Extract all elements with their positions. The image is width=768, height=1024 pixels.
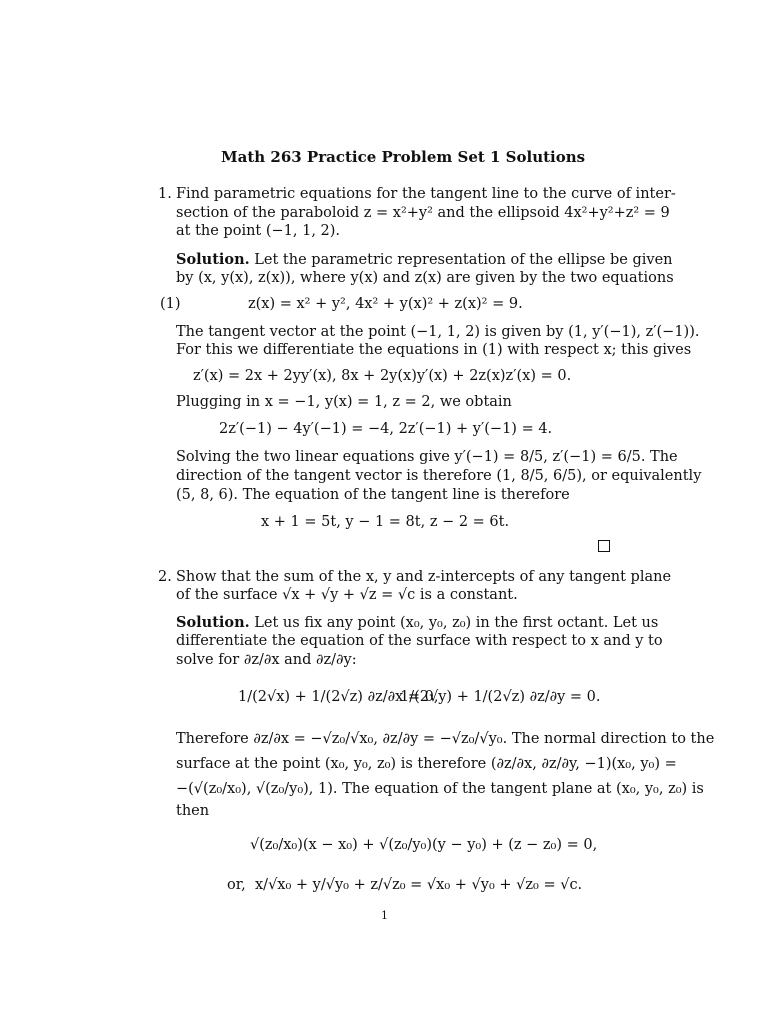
solution-text: Let us fix any point (x₀, y₀, z₀) in the first octant. Let us bbox=[254, 615, 659, 631]
solution-text: Let the parametric representation of the ellipse be given bbox=[254, 252, 673, 268]
equation-partial-x: 1/(2√x) + 1/(2√z) ∂z/∂x = 0, bbox=[238, 689, 439, 705]
solution-2-line: −(√(z₀/x₀), √(z₀/y₀), 1). The equation of the tangent plane at (x₀, y₀, z₀) is bbox=[176, 781, 704, 797]
page-number: 1 bbox=[381, 909, 388, 922]
solution-1-line: For this we differentiate the equations in (1) with respect x; this gives bbox=[176, 342, 692, 358]
problem-1-line: Find parametric equations for the tangent line to the curve of inter- bbox=[176, 186, 676, 202]
page-title: Math 263 Practice Problem Set 1 Solutions bbox=[221, 148, 586, 166]
solution-2-line: solve for ∂z/∂x and ∂z/∂y: bbox=[176, 652, 357, 668]
solution-1-line: (5, 8, 6). The equation of the tangent line is therefore bbox=[176, 487, 570, 503]
equation-1: z(x) = x² + y², 4x² + y(x)² + z(x)² = 9. bbox=[248, 296, 523, 312]
solution-1-line: by (x, y(x), z(x)), where y(x) and z(x) are given by the two equations bbox=[176, 270, 674, 286]
equation-or-label: or, bbox=[227, 877, 246, 893]
equation-intercepts: x/√x₀ + y/√y₀ + z/√z₀ = √x₀ + √y₀ + √z₀ = √c. bbox=[255, 877, 583, 893]
solution-2-line-1 bbox=[176, 614, 658, 632]
solution-2-line: then bbox=[176, 803, 210, 819]
problem-1-line: section of the paraboloid z = x²+y² and the ellipsoid 4x²+y²+z² = 9 bbox=[176, 205, 670, 221]
problem-2-line: of the surface √x + √y + √z = √c is a constant. bbox=[176, 587, 518, 603]
qed-symbol bbox=[598, 540, 610, 552]
solution-1-line: The tangent vector at the point (−1, 1, 2) is given by (1, y′(−1), z′(−1)). bbox=[176, 324, 700, 340]
solution-1-line: Solving the two linear equations give y′(−1) = 8/5, z′(−1) = 6/5. The bbox=[176, 449, 678, 465]
problem-2-number: 2. bbox=[158, 569, 172, 585]
equation-2: z′(x) = 2x + 2yy′(x), 8x + 2y(x)y′(x) + 2z(x)z′(x) = 0. bbox=[193, 368, 572, 384]
solution-label: Solution. bbox=[176, 614, 250, 631]
solution-1-line: direction of the tangent vector is therefore (1, 8/5, 6/5), or equivalently bbox=[176, 468, 702, 484]
solution-label: Solution. bbox=[176, 251, 250, 268]
solution-1-line: Plugging in x = −1, y(x) = 1, z = 2, we obtain bbox=[176, 394, 512, 410]
solution-2-line: Therefore ∂z/∂x = −√z₀/√x₀, ∂z/∂y = −√z₀/√y₀. The normal direction to the bbox=[176, 731, 715, 747]
equation-partial-y: 1/(2√y) + 1/(2√z) ∂z/∂y = 0. bbox=[400, 689, 601, 705]
equation-tag: (1) bbox=[160, 296, 181, 312]
solution-1-line-1 bbox=[176, 251, 673, 269]
equation-tangent-line: x + 1 = 5t, y − 1 = 8t, z − 2 = 6t. bbox=[261, 514, 510, 530]
solution-2-line: differentiate the equation of the surface with respect to x and y to bbox=[176, 633, 663, 649]
solution-2-line: surface at the point (x₀, y₀, z₀) is therefore (∂z/∂x, ∂z/∂y, −1)(x₀, y₀) = bbox=[176, 756, 677, 772]
equation-tangent-plane: √(z₀/x₀)(x − x₀) + √(z₀/y₀)(y − y₀) + (z − z₀) = 0, bbox=[250, 837, 598, 853]
problem-2-line: Show that the sum of the x, y and z-intercepts of any tangent plane bbox=[176, 569, 672, 585]
problem-1-number: 1. bbox=[158, 186, 172, 202]
equation-3: 2z′(−1) − 4y′(−1) = −4, 2z′(−1) + y′(−1) = 4. bbox=[219, 421, 553, 437]
problem-1-line: at the point (−1, 1, 2). bbox=[176, 223, 341, 239]
